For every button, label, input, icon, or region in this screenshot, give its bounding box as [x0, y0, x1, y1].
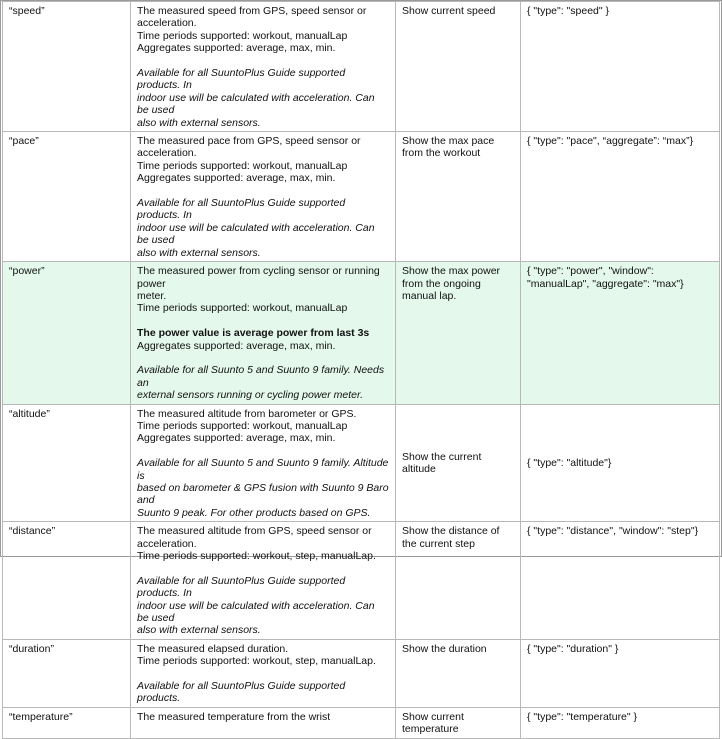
example-cell [396, 262, 521, 404]
json-snippet: { "type": "pace", “aggregate”: “max”} [527, 135, 694, 148]
availability-note: Suunto 9 peak. For other products based on GPS. [137, 506, 371, 519]
description-cell [131, 522, 396, 640]
type-name: “temperature” [9, 710, 73, 723]
description-cell [131, 132, 396, 262]
example-text: Show current speed [402, 5, 496, 17]
type-name-cell [3, 132, 131, 262]
description-line: Aggregates supported: average, max, min. [137, 42, 336, 55]
table-row [3, 522, 720, 640]
availability-note: external sensors running or cycling power meter. [137, 389, 364, 402]
example-cell [396, 707, 521, 738]
type-name: “distance” [9, 525, 56, 538]
type-name-cell [3, 404, 131, 522]
availability-note: indoor use will be calculated with acceleration. Can be used [137, 221, 375, 247]
json-cell [521, 707, 720, 738]
example-cell [396, 639, 521, 707]
example-text: Show current temperature [402, 710, 464, 736]
type-name-cell [3, 707, 131, 738]
availability-note: Available for all SuuntoPlus Guide supported products. In [137, 67, 346, 92]
spacer [137, 185, 389, 197]
type-name: “pace” [9, 135, 39, 148]
description-line: Time periods supported: workout, step, manualLap. [137, 549, 376, 562]
availability-note: indoor use will be calculated with acceleration. Can be used [137, 599, 375, 624]
type-name: “duration” [9, 642, 54, 655]
type-name: “power” [9, 265, 45, 278]
type-name: “altitude” [9, 407, 50, 420]
table-row [3, 639, 720, 707]
json-snippet: { "type": "distance", "window": "step"} [527, 525, 699, 538]
json-cell [521, 2, 720, 132]
description-line: Time periods supported: workout, manualLap [137, 419, 348, 432]
description-cell [131, 262, 396, 404]
description-line: Time periods supported: workout, manualLap [137, 159, 348, 172]
spacer [137, 445, 389, 457]
spacer [137, 668, 389, 680]
availability-note: based on barometer & GPS fusion with Suunto 9 Baro and [137, 481, 389, 507]
availability-note: indoor use will be calculated with acceleration. Can be used [137, 91, 375, 117]
json-snippet: { "type": "power", "window": "manualLap", "aggregate": "max"} [527, 265, 684, 290]
description-line: The measured power from cycling sensor or running power [137, 265, 380, 290]
description-line: Aggregates supported: average, max, min. [137, 172, 336, 185]
example-text: Show the distance of the current step [402, 525, 500, 550]
description-line: The measured altitude from GPS, speed sensor or [137, 525, 372, 538]
json-snippet: { "type": "temperature" } [527, 710, 638, 723]
description-line: Aggregates supported: average, max, min. [137, 432, 336, 445]
description-line: Time periods supported: workout, step, manualLap. [137, 655, 376, 668]
description-line: The measured altitude from barometer or GPS. [137, 407, 357, 420]
example-cell [396, 2, 521, 132]
description-line: Time periods supported: workout, manualLap [137, 302, 348, 315]
type-name: “speed” [9, 5, 45, 17]
description-line: Time periods supported: workout, manualLap [137, 29, 348, 42]
json-cell [521, 639, 720, 707]
availability-note: Available for all Suunto 5 and Suunto 9 family. Needs an [137, 364, 385, 389]
description-line: Aggregates supported: average, max, min. [137, 339, 336, 352]
description-line: The measured temperature from the wrist [137, 710, 331, 723]
json-snippet: { "type": "altitude"} [527, 457, 612, 470]
type-name-cell [3, 262, 131, 404]
description-line: acceleration. [137, 17, 197, 30]
description-line: The measured pace from GPS, speed sensor or acceleration. [137, 135, 361, 160]
spacer [137, 562, 389, 574]
description-cell [131, 707, 396, 738]
data-types-table [2, 1, 720, 739]
json-snippet: { "type": "duration" } [527, 642, 619, 655]
example-text: Show the max power from the ongoing manual lap. [402, 265, 501, 302]
table-row [3, 404, 720, 522]
availability-note: Available for all SuuntoPlus Guide supported products. [137, 680, 346, 705]
availability-note: Available for all SuuntoPlus Guide supported products. In [137, 197, 346, 222]
json-cell [521, 522, 720, 640]
example-cell [396, 522, 521, 640]
availability-note: also with external sensors. [137, 624, 261, 637]
json-snippet: { "type": "speed" } [527, 5, 610, 17]
json-cell [521, 404, 720, 522]
availability-note: also with external sensors. [137, 246, 261, 259]
type-name-cell [3, 2, 131, 132]
emphasis-text: The power value is average power from last 3s [137, 327, 370, 340]
table-row [3, 707, 720, 738]
availability-note: also with external sensors. [137, 116, 261, 129]
description-cell [131, 404, 396, 522]
type-name-cell [3, 639, 131, 707]
description-line: acceleration. [137, 537, 197, 550]
description-line: The measured speed from GPS, speed sensor or [137, 5, 367, 17]
json-cell [521, 262, 720, 404]
example-cell [396, 132, 521, 262]
availability-note: Available for all Suunto 5 and Suunto 9 family. Altitude is [137, 457, 389, 482]
table-row [3, 132, 720, 262]
spacer [137, 55, 389, 67]
example-text: Show the current altitude [402, 450, 482, 476]
spacer [137, 315, 389, 327]
example-text: Show the duration [402, 642, 487, 655]
description-cell [131, 639, 396, 707]
json-cell [521, 132, 720, 262]
table-row [3, 2, 720, 132]
example-cell [396, 404, 521, 522]
description-line: meter. [137, 289, 167, 302]
table-row-highlighted [3, 262, 720, 404]
availability-note: Available for all SuuntoPlus Guide supported products. In [137, 574, 346, 600]
description-line: The measured elapsed duration. [137, 642, 289, 655]
spacer [137, 352, 389, 364]
type-name-cell [3, 522, 131, 640]
example-text: Show the max pace from the workout [402, 135, 495, 160]
description-cell [131, 2, 396, 132]
